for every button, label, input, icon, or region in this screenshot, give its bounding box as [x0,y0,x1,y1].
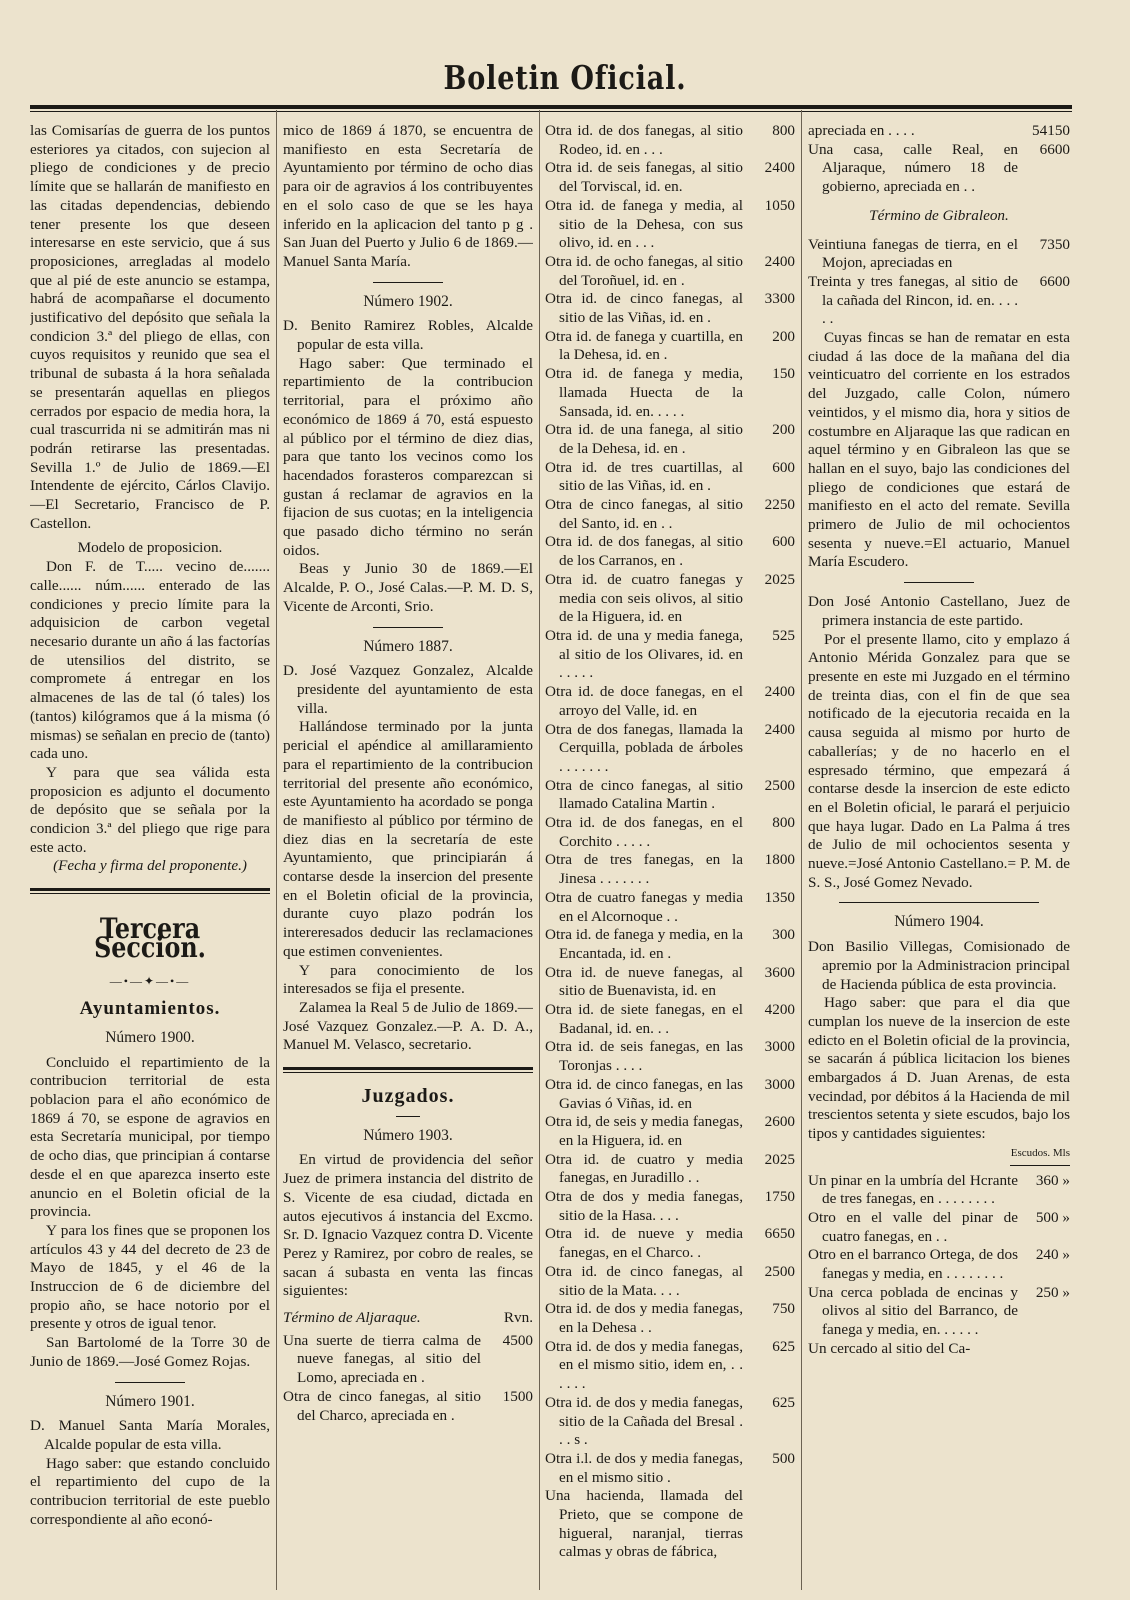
item-description: Otra de dos fanegas, llamada la Cerquilla, poblada de árboles . . . . . . . [545,720,743,775]
list-item [545,1151,795,1188]
item-value: 625 [772,1337,795,1355]
item-value: 4200 [764,1001,795,1019]
list-item [808,1284,1070,1340]
item-description: Otra id, de seis y media fanegas, en la Higuera, id. en [545,1113,743,1149]
item-value: 3000 [764,1038,795,1056]
notice-number: Número 1901. [105,1392,195,1410]
column-divider [539,110,540,1590]
paragraph: Hallándose terminado por la junta pericial el apéndice al amillaramiento para el repartimiento de la contribucion territorial del presente año económico, este Ayuntamiento ha acordado se ponga de manifiesto al público por término de diez dias en la secretaría de este Ayuntamiento, que principiarán á contarse desde la insercion del presente en el Boletin oficial de la provincia, durante cuyo plazo podrán los intereresados deducir las reclamaciones que estimen convenientes. [283,718,533,960]
item-value [1018,1340,1070,1359]
item-value: 3300 [764,290,795,308]
paragraph: Y para conocimiento de los interesados se fija el presente. [283,961,533,998]
item-value: 3000 [764,1075,795,1093]
notice-divider [396,1116,420,1117]
column-3 [545,122,795,1590]
paragraph: Don F. de T..... vecino de....... calle...... núm...... enterado de las condiciones y precio límite para la adquisicion de carbon vegetal necesario durante un año á las factorías de utensilios del distrito, se compromete á entregar en los almacenes de las de tal (ó tales) los (tantos) kilógramos que á la misma (ó mismas) se señalan en precio de (tanto) cada uno. [30,558,270,763]
item-description: Otra de cinco fanegas, al sitio llamado Catalina Martin . [545,776,743,813]
paragraph: Zalamea la Real 5 de Julio de 1869.—José Vazquez Gonzalez.—P. A. D. A., Manuel M. Velasco, secretario. [283,998,533,1054]
list-item [545,571,795,627]
item-value: 500 » [1035,1208,1070,1226]
item-description: Otra id. de doce fanegas, en el arroyo del Valle, id. en [545,683,743,719]
item-value: 1350 [764,888,795,906]
item-value: 6600 [1039,140,1070,158]
item-description: Otro en el barranco Ortega, de dos fanegas y media, en . . . . . . . . [808,1246,1018,1283]
item-value [743,1487,795,1562]
paragraph: las Comisarías de guerra de los puntos esteriores ya citados, con sujecion al pliego de condiciones y de precio límite que se hallarán de manifiesto en las citadas dependencias, debiendo tener presente los que deseen interesarse en este servicio, que á sus proposiciones, arregladas al modelo que al pié de este anuncio se estampa, habrá de acompañarse el documento justificativo del depósito que señala la condicion 3.ª del pliego de ellas, con cuyos requisitos y reunido que sea el tribunal de subasta á la hora señalada se presentarán aquellas en pliegos cerrados por espacio de media hora, la cual trascurrida ni se admitirán mas ni podrán retirarse las presentadas. Sevilla 1.º de Julio de 1869.—El Intendente de ejército, Cárlos Clavijo.—El Secretario, Francisco de P. Castellon. [30,122,270,532]
property-list [808,236,1070,330]
paragraph: Concluido el repartimiento de la contribucion territorial de esta poblacion para el año económico de 1869 á 70, se espone de agravios en esta Secretaría municipal, por tiempo de ocho dias, que principian á contarse desde el en que aparezca inserto este anuncio en el Boletin oficial de la provincia. [30,1053,270,1221]
property-list [808,122,1070,197]
list-item [545,1487,795,1562]
notice-number: Número 1900. [105,1028,195,1046]
list-item [808,1340,1070,1359]
list-item [545,1394,795,1450]
item-value: 525 [772,626,795,644]
subsection-heading: Juzgados. [361,1085,455,1108]
item-value: 2025 [764,1150,795,1168]
signature-line: (Fecha y firma del proponente.) [53,857,247,875]
item-value: 200 [772,421,795,439]
list-item [545,197,795,253]
item-value: 500 [772,1449,795,1467]
paragraph: Y para que sea válida esta proposicion es adjunto el documento de depósito que se señala por la condicion 3.ª del pliego que rige para este acto. [30,763,270,856]
paragraph: Y para los fines que se proponen los artículos 43 y 44 del decreto de 23 de Mayo de 1845, y el 46 de la Instruccion de 6 de diciembre del propio año, se hace notorio por el presente y otros de igual tenor. [30,1221,270,1333]
item-description: Otra id. de fanega y media, en la Encantada, id. en . [545,926,743,962]
paragraph: D. Benito Ramirez Robles, Alcalde popular de esta villa. [283,317,533,354]
item-description: Otra id. de seis fanegas, al sitio del Torviscal, id. en. [545,159,743,196]
item-description: Otra id. de fanega y media, llamada Huecta de la Sansada, id. en. . . . . [545,365,743,420]
paragraph: Hago saber: que para el dia que cumplan los nueve de la insercion de este edicto en el Boletin oficial de la provincia, se sacarán á pública licitacion los bienes embargados á D. Juan Arenas, de esta vecindad, por débitos á la Hacienda de mil trescientos setenta y siete escudos, bajo los tipos y cantidades siguientes: [808,994,1070,1143]
list-item [545,814,795,851]
item-description: Otra id. de dos y media fanegas, sitio de la Cañada del Bresal . . . s . [545,1393,743,1449]
paragraph: Por el presente llamo, cito y emplazo á Antonio Mérida Gonzalez para que se presente en este mi Juzgado en el término de treinta dias, con el fin de que sea notificado de la ejecutoria recaida en la causa seguida al mismo por hurto de caballerías; y de no hacerlo en el espresado término, que empezará á contarse desde la insercion de este edicto en el Boletin oficial, le parará el perjuicio que haya lugar. Dado en La Palma á tres de Julio de mil ochocientos sesenta y nueve.=José Antonio Castellano.= P. M. de S. S., José Gomez Nevado. [808,630,1070,891]
list-item [808,141,1070,197]
item-description: Otra id. de una y media fanega, al sitio de los Olivares, id. en . . . . . [545,626,743,682]
item-description: Otra id. de cinco fanegas, en las Gavias ó Viñas, id. en [545,1075,743,1112]
paragraph: Beas y Junio 30 de 1869.—El Alcalde, P. O., José Calas.—P. M. D. S, Vicente de Arconti, Srio. [283,560,533,615]
item-value: 2400 [764,720,795,738]
property-list [545,122,795,1562]
notice-divider [373,627,443,628]
list-item [545,1038,795,1075]
item-description: Un pinar en la umbría del Hcrante de tres fanegas, en . . . . . . . . [808,1171,1018,1208]
term-label: Término de Aljaraque. [283,1309,421,1327]
item-description: Una hacienda, llamada del Prieto, que se compone de higueral, naranjal, tierras calmas y obras de fábrica, [545,1487,743,1561]
item-value: 250 » [1035,1283,1070,1301]
list-item [545,253,795,290]
subsection-heading: Ayuntamientos. [79,998,221,1020]
item-description: Otra id. de dos fanegas, al sitio Rodeo, id. en . . . [545,122,743,158]
item-description: Otra id. de dos y media fanegas, en la Dehesa . . [545,1300,743,1336]
paragraph: D. José Vazquez Gonzalez, Alcalde presidente del ayuntamiento de esta villa. [283,662,533,717]
list-item [545,1263,795,1300]
property-list [808,1172,1070,1359]
list-item [545,1300,795,1337]
item-description: Treinta y tres fanegas, al sitio de la cañada del Rincon, id. en. . . . . . [808,272,1018,328]
item-description: Otra de cuatro fanegas y media en el Alcornoque . . [545,888,743,925]
paragraph: Cuyas fincas se han de rematar en esta ciudad á las doce de la mañana del dia veinticuatro del corriente en los estrados del Juzgado, calle Colon, número veintidos, y el mismo dia, hora y sitios de costumbre en Aljaraque las que radican en aquel término y en Gibraleon las que se hallan en el suyo, bajo las condiciones del pliego de condiciones que estará de manifiesto en el acto del remate. Sevilla primero de Julio de mil ochocientos sesenta y nueve.=El actuario, Manuel María Escudero. [808,329,1070,571]
item-description: Otra id. de cuatro fanegas y media con seis olivos, al sitio de la Higuera, id. en [545,570,743,626]
list-item [545,421,795,458]
item-value: 2250 [764,496,795,514]
notice-number: Número 1904. [894,913,984,931]
list-item [545,683,795,720]
paragraph: Hago saber: que estando concluido el repartimiento del cupo de la contribucion territorial de este pueblo correspondiente al año econó- [30,1454,270,1528]
list-item [545,1001,795,1038]
notice-divider [904,582,974,583]
list-item [545,627,795,683]
item-value: 2400 [764,683,795,701]
item-description: Otra id. de cuatro y media fanegas, en Juradillo . . [545,1150,743,1187]
list-item [808,122,1070,141]
paragraph: En virtud de providencia del señor Juez de primera instancia del distrito de S. Vicente de esa ciudad, dictada en autos ejecutivos á instancia del Excmo. Sr. D. Ignacio Vazquez contra D. Vicente Perez y Ramirez, por cobro de reales, se sacan á subasta en venta las fincas siguientes: [283,1151,533,1300]
ornament-divider: —•—✦—•— [109,973,191,988]
list-item [545,1450,795,1487]
list-item [545,777,795,814]
list-item [545,1188,795,1225]
item-description: Otra de cinco fanegas, al sitio del Charco, apreciada en . [283,1387,481,1424]
notice-number: Número 1903. [363,1126,453,1144]
item-value: 3600 [764,963,795,981]
list-item [545,290,795,327]
item-value: 625 [772,1393,795,1411]
property-list [283,1332,533,1426]
notice-divider [1010,1165,1070,1166]
item-description: Otra id. de nueve fanegas, al sitio de Buenavista, id. en [545,963,743,1000]
item-description: Una cerca poblada de encinas y olivos al sitio del Barranco, de fanega y media, en. . . . . . [808,1283,1018,1339]
list-item [283,1332,533,1388]
item-description: Otra de dos y media fanegas, sitio de la Hasa. . . . [545,1188,743,1224]
item-description: Veintiuna fanegas de tierra, en el Mojon, apreciadas en [808,235,1018,272]
item-description: Otra id. de fanega y cuartilla, en la Dehesa, id. en . [545,327,743,364]
item-description: Un cercado al sitio del Ca- [808,1339,971,1357]
notice-number: Número 1887. [363,637,453,655]
item-description: Otra de tres fanegas, en la Jinesa . . . . . . . [545,851,743,888]
item-value: 2600 [764,1113,795,1131]
list-item [545,1338,795,1394]
modelo-title: Modelo de proposicion. [77,539,223,557]
item-description: Otra id. de dos y media fanegas, en el mismo sitio, idem en, . . . . . . [545,1337,743,1393]
item-value: 2025 [764,570,795,588]
list-item [545,496,795,533]
item-description: Otra id. de ocho fanegas, al sitio del Toroñuel, id. en . [545,252,743,289]
list-item [283,1388,533,1425]
list-item [808,236,1070,273]
item-value: 600 [772,458,795,476]
list-item [545,159,795,196]
paragraph: mico de 1869 á 1870, se encuentra de manifiesto en esta Secretaría de Ayuntamiento por término de ocho dias para oir de agravios á los contribuyentes en el solo caso de que se les haya inferido en la aplicacion del tanto p g . San Juan del Puerto y Julio 6 de 1869.—Manuel Santa María. [283,122,533,270]
section-rule-thin [30,893,270,894]
item-value: 2500 [764,776,795,794]
item-description: Otra id. de fanega y media, al sitio de la Dehesa, con sus olivo, id. en . . . [545,196,743,252]
item-value: 800 [772,122,795,139]
column-2 [283,122,533,1590]
item-value: 2500 [764,1262,795,1280]
list-item [545,1225,795,1262]
item-value: 1800 [764,851,795,869]
currency-label: Rvn. [503,1309,533,1327]
list-item [545,721,795,777]
list-item [545,1076,795,1113]
item-value: 800 [772,814,795,832]
item-value: 4500 [502,1331,533,1349]
masthead-title: Boletin Oficial. [443,58,687,97]
item-description: Otra id. de dos fanegas, en el Corchito . . . . . [545,814,743,850]
notice-number: Número 1902. [363,292,453,310]
section-rule [30,888,270,891]
item-description: Otro en el valle del pinar de cuatro fanegas, en . . [808,1208,1018,1245]
item-value: 2400 [764,159,795,177]
item-description: Otra id. de seis fanegas, en las Toronjas . . . . [545,1038,743,1075]
list-item [545,964,795,1001]
list-item [808,1246,1070,1283]
list-item [545,365,795,421]
list-item [808,1209,1070,1246]
item-value: 300 [772,926,795,944]
section-rule-thin [283,1072,533,1073]
item-value: 750 [772,1300,795,1318]
list-item [545,328,795,365]
item-description: Una casa, calle Real, en Aljaraque, número 18 de gobierno, apreciada en . . [808,140,1018,196]
item-description: Otra id. de una fanega, al sitio de la Dehesa, id. en . [545,421,743,457]
item-description: Otra id. de nueve y media fanegas, en el Charco. . [545,1225,743,1262]
list-item [545,889,795,926]
item-value: 1050 [764,196,795,214]
item-value: 240 » [1035,1246,1070,1264]
item-description: Otra id. de siete fanegas, en el Badanal, id. en. . . [545,1001,743,1037]
item-value: 1750 [764,1188,795,1206]
list-item [545,533,795,570]
paragraph: Hago saber: Que terminado el repartimiento de la contribucion territorial, para el próximo año económico de 1869 á 70, está espuesto al público por el término de diez dias, para que tanto los vecinos como los hacendados forasteros comparezcan si gustan á reclamar de agravios en la fijacion de sus cuotas; en la inteligencia que pasado dicho término no serán oidos. [283,354,533,559]
item-value: 200 [772,327,795,345]
item-description: Otra id. de tres cuartillas, al sitio de las Viñas, id. en . [545,458,743,495]
list-item [808,273,1070,329]
item-description: Otra id. de cinco fanegas, al sitio de las Viñas, id. en . [545,290,743,327]
item-value: 1500 [502,1387,533,1405]
column-divider [801,110,802,1590]
item-description: apreciada en . . . . [808,122,915,139]
list-item [545,122,795,159]
list-item [545,1113,795,1150]
item-value: 600 [772,533,795,551]
header-rule [30,105,1072,109]
list-item [545,851,795,888]
paragraph: Don José Antonio Castellano, Juez de primera instancia de este partido. [808,593,1070,629]
term-label: Término de Gibraleon. [869,206,1009,224]
item-value: 2400 [764,252,795,270]
column-4 [808,122,1070,1590]
section-rule [283,1067,533,1070]
item-description: Una suerte de tierra calma de nueve fanegas, al sitio del Lomo, apreciada en . [283,1331,481,1387]
item-value: 360 » [1035,1171,1070,1189]
notice-divider [115,1382,185,1383]
column-divider [276,110,277,1590]
item-value: 7350 [1039,235,1070,253]
list-item [545,459,795,496]
notice-divider [373,282,443,283]
item-description: Otra id. de dos fanegas, al sitio de los Carranos, en . [545,533,743,570]
item-description: Otra id. de cinco fanegas, al sitio de la Mata. . . . [545,1262,743,1299]
list-item [808,1172,1070,1209]
item-value: 54150 [1032,122,1070,139]
item-description: Otra de cinco fanegas, al sitio del Santo, id. en . . [545,496,743,532]
item-value: 6600 [1039,272,1070,290]
item-description: Otra i.l. de dos y media fanegas, en el mismo sitio . [545,1449,743,1486]
paragraph: San Bartolomé de la Torre 30 de Junio de 1869.—José Gomez Rojas. [30,1334,270,1370]
header-rule-thin [30,111,1072,112]
paragraph: D. Manuel Santa María Morales, Alcalde popular de esta villa. [30,1417,270,1453]
item-value: 6650 [764,1225,795,1243]
column-1 [30,122,270,1590]
section-heading: Tercera Seccion. [94,912,206,964]
currency-label: Escudos. Mls [1010,1146,1070,1159]
item-value: 150 [772,365,795,383]
paragraph: Don Basilio Villegas, Comisionado de apremio por la Administracion principal de Hacienda pública de esta provincia. [808,938,1070,993]
notice-divider [839,902,1039,903]
table-header [283,1309,533,1328]
list-item [545,926,795,963]
